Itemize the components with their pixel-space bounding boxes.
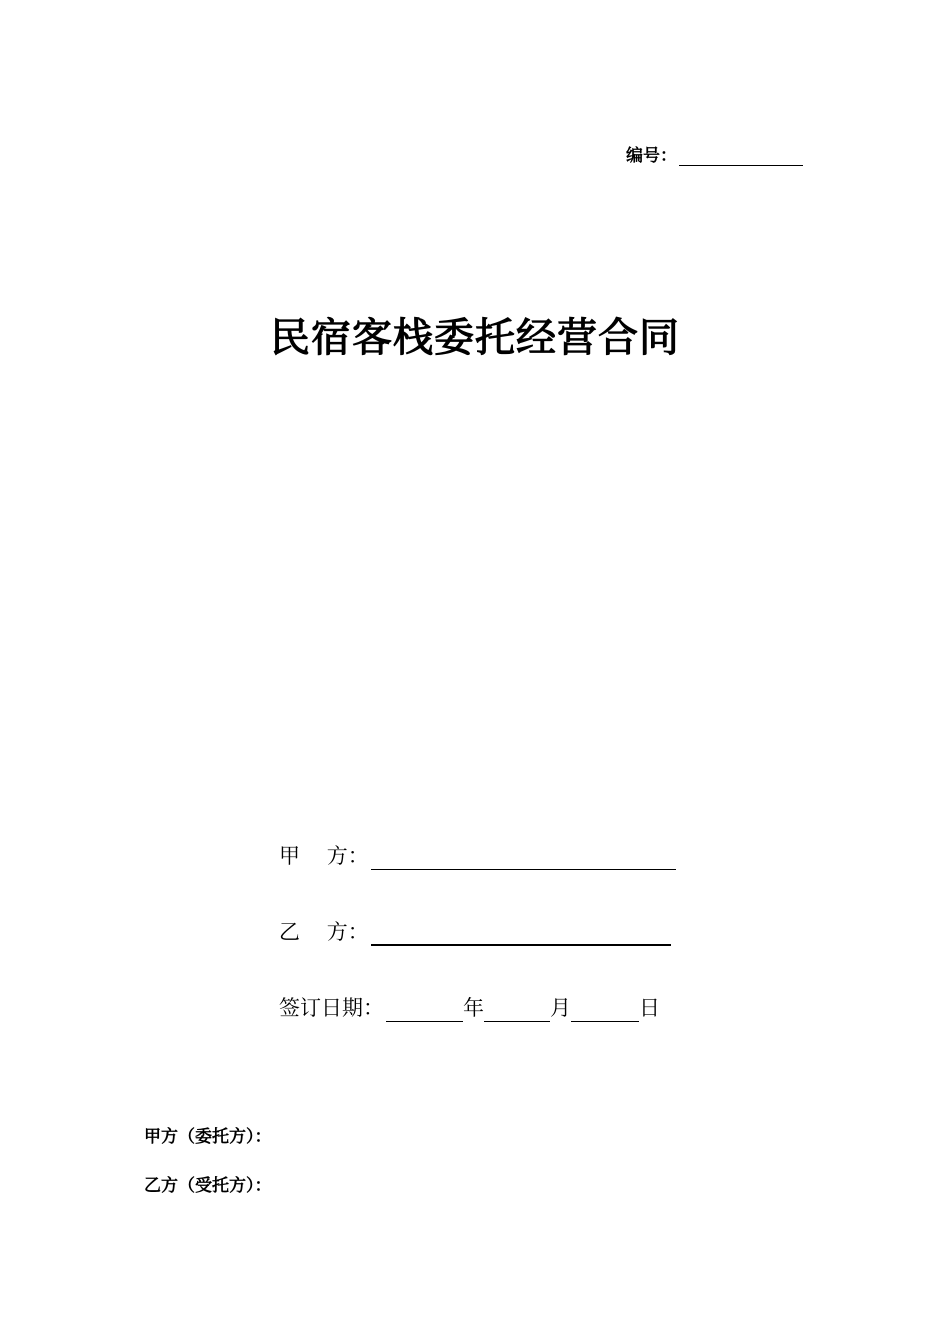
party-a-blank[interactable] xyxy=(371,849,676,870)
serial-number-label: 编号： xyxy=(626,146,677,166)
sign-day-blank[interactable] xyxy=(571,1001,639,1022)
year-label: 年 xyxy=(463,996,484,1020)
party-b-line xyxy=(279,918,671,946)
party-b-blank[interactable] xyxy=(371,924,671,946)
sign-date-line xyxy=(279,994,660,1022)
contract-title: 民宿客栈委托经营合同 xyxy=(270,314,680,361)
party-b-label: 乙 方： xyxy=(279,920,369,944)
sign-month-blank[interactable] xyxy=(484,1001,550,1022)
serial-number-blank[interactable] xyxy=(679,145,803,166)
sign-year-blank[interactable] xyxy=(386,1001,463,1022)
party-a-line xyxy=(279,842,676,870)
day-label: 日 xyxy=(639,996,660,1020)
party-b-heading: 乙方（受托方）： xyxy=(144,1176,272,1196)
sign-date-label: 签订日期： xyxy=(279,996,384,1020)
month-label: 月 xyxy=(550,996,571,1020)
party-a-label: 甲 方： xyxy=(279,844,369,868)
serial-number-line xyxy=(626,140,803,166)
party-a-heading: 甲方（委托方）： xyxy=(144,1127,272,1147)
